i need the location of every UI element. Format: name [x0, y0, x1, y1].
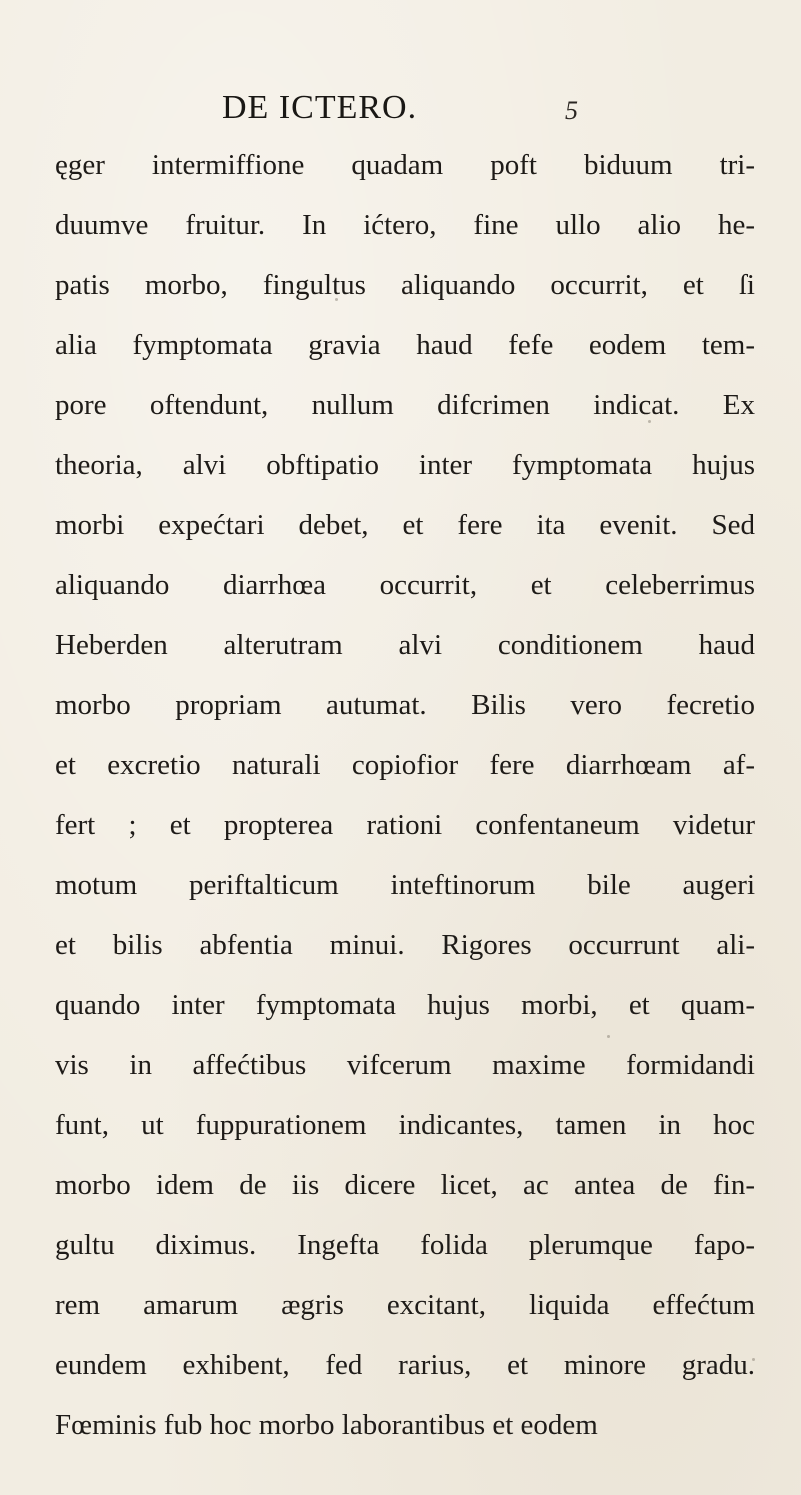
text-line: rem amarum ægris excitant, liquida effećtum	[55, 1289, 755, 1321]
text-line: aliquando diarrhœa occurrit, et celeberrimus	[55, 569, 755, 601]
paper-speck	[335, 298, 338, 301]
text-line: duumve fruitur. In ićtero, fine ullo alio he-	[55, 209, 755, 241]
paper-speck	[752, 1358, 755, 1361]
text-line: theoria, alvi obftipatio inter fymptomata hujus	[55, 449, 755, 481]
text-line: et bilis abfentia minui. Rigores occurrunt ali-	[55, 929, 755, 961]
text-line: morbo idem de iis dicere licet, ac antea de fin-	[55, 1169, 755, 1201]
text-line: motum periftalticum inteftinorum bile augeri	[55, 869, 755, 901]
text-line: patis morbo, fingultus aliquando occurrit, et ſi	[55, 269, 755, 301]
running-title: DE ICTERO.	[222, 89, 418, 126]
text-line: Heberden alterutram alvi conditionem haud	[55, 629, 755, 661]
text-line: gultu diximus. Ingefta folida plerumque fapo-	[55, 1229, 755, 1261]
text-line: quando inter fymptomata hujus morbi, et quam-	[55, 989, 755, 1021]
text-line: morbi expećtari debet, et fere ita evenit. Sed	[55, 509, 755, 541]
text-line: funt, ut fuppurationem indicantes, tamen in hoc	[55, 1109, 755, 1141]
text-line: pore oftendunt, nullum difcrimen indicat. Ex	[55, 389, 755, 421]
text-line: fert ; et propterea rationi confentaneum videtur	[55, 809, 755, 841]
paper-speck	[607, 1035, 610, 1038]
page-header	[222, 88, 582, 128]
text-line: ęger intermiffione quadam poft biduum tri-	[55, 149, 755, 181]
text-line: eundem exhibent, fed rarius, et minore gradu.	[55, 1349, 755, 1381]
text-line: vis in affećtibus vifcerum maxime formidandi	[55, 1049, 755, 1081]
text-line: Fœminis fub hoc morbo laborantibus et eodem	[55, 1409, 598, 1441]
text-line: alia fymptomata gravia haud fefe eodem tem-	[55, 329, 755, 361]
paper-speck	[648, 420, 651, 423]
text-line: morbo propriam autumat. Bilis vero fecretio	[55, 689, 755, 721]
text-line: et excretio naturali copiofior fere diarrhœam af-	[55, 749, 755, 781]
body-paragraph	[55, 135, 755, 1455]
page-number: 5	[565, 96, 578, 125]
